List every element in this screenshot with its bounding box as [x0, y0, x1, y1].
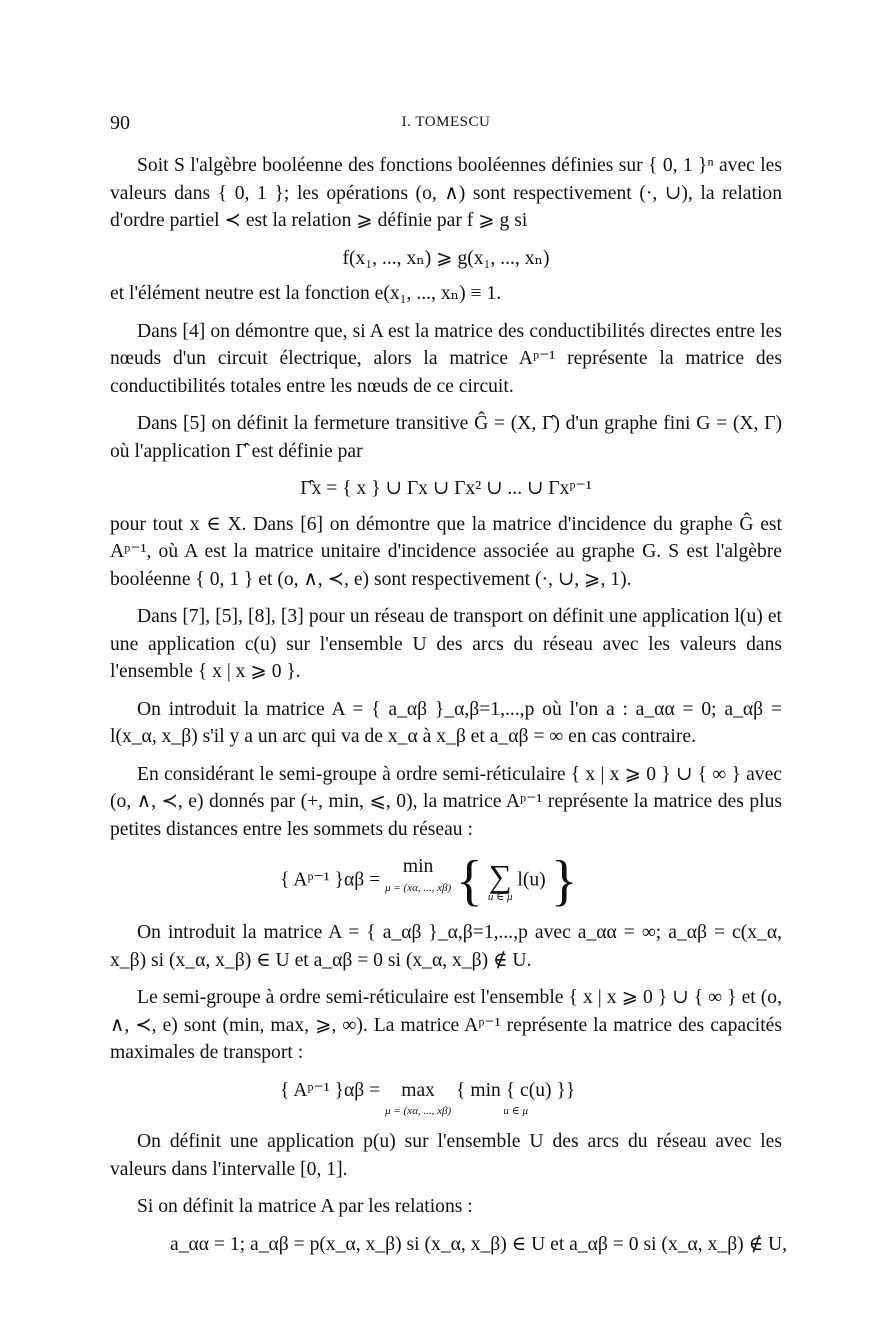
- page-header: [110, 112, 782, 142]
- equation-3-min-label: min: [402, 856, 434, 877]
- equation-4: [110, 1077, 782, 1119]
- paragraph-12: Si on définit la matrice A par les relations :: [137, 1196, 473, 1217]
- equation-5: a_αα = 1; a_αβ = p(x_α, x_β) si (x_α, x_β) ∈ U et a_αβ = 0 si (x_α, x_β) ∉ U,: [170, 1233, 788, 1255]
- page-number: 90: [110, 112, 130, 134]
- paragraph-3: Dans [4] on démontre que, si A est la matrice des conductibilités directes entre les nœuds d'un circuit électrique, alors la matrice Aᵖ⁻¹ représente la matrice des conductibilités totales entre les nœuds de ce circuit.: [110, 320, 782, 397]
- equation-4-max-label: max: [401, 1079, 435, 1101]
- paragraph-10: Le semi-groupe à ordre semi-réticulaire est l'ensemble { x | x ⩾ 0 } ∪ { ∞ } et (o, ∧, ≺, e) sont (min, max, ⩾, ∞). La matrice Aᵖ⁻¹ représente la matrice des capacités maximales de transport :: [110, 987, 782, 1063]
- equation-4-min-label: { min { c(u) }}: [456, 1079, 576, 1101]
- equation-4-min-operator: [456, 1077, 575, 1119]
- paragraph-6: Dans [7], [5], [8], [3] pour un réseau de transport on définit une application l(u) et une application c(u) sur l'ensemble U des arcs du réseau avec les valeurs dans l'ensemble { x | x ⩾ 0 }.: [110, 606, 782, 682]
- equation-4-lhs: { Aᵖ⁻¹ }αβ =: [280, 1079, 381, 1101]
- paragraph-8: En considérant le semi-groupe à ordre semi-réticulaire { x | x ⩾ 0 } ∪ { ∞ } avec (o, ∧, ≺, e) donnés par (+, min, ⩽, 0), la matrice Aᵖ⁻¹ représente la matrice des plus petites distances entre les sommets du réseau :: [110, 763, 782, 840]
- summation-subscript: u ∈ μ: [487, 890, 513, 903]
- paragraph-11: On définit une application p(u) sur l'ensemble U des arcs du réseau avec les valeurs dans l'intervalle [0, 1].: [110, 1131, 782, 1180]
- equation-3: [110, 850, 782, 912]
- equation-3-min-subscript: μ = (xα, ..., xβ): [385, 881, 452, 894]
- equation-4-min-subscript: u ∈ μ: [503, 1105, 528, 1117]
- paragraph-2: et l'élément neutre est la fonction e(x₁, ..., xₙ) ≡ 1.: [110, 283, 502, 304]
- summation-icon: ∑ u ∈ μ: [487, 857, 513, 903]
- running-head: I. TOMESCU: [401, 114, 491, 130]
- paragraph-4: Dans [5] on définit la fermeture transitive Ĝ = (X, Γ̂) d'un graphe fini G = (X, Γ) où l'application Γ̂ est définie par: [110, 413, 782, 462]
- equation-3-lhs: { Aᵖ⁻¹ }αβ =: [280, 869, 381, 891]
- equation-1: f(x₁, ..., xₙ) ⩾ g(x₁, ..., xₙ): [342, 247, 550, 269]
- paragraph-5: pour tout x ∈ X. Dans [6] on démontre que la matrice d'incidence du graphe Ĝ est Aᵖ⁻¹, où A est la matrice unitaire d'incidence associée au graphe G. S est l'algèbre booléenne { 0, 1 } et (o, ∧, ≺, e) sont respectivement (·, ∪, ⩾, 1).: [110, 513, 782, 590]
- article-body: [110, 152, 788, 1258]
- right-brace-icon: }: [550, 850, 578, 912]
- equation-2: Γ̂x = { x } ∪ Γx ∪ Γx² ∪ ... ∪ Γxᵖ⁻¹: [300, 478, 592, 499]
- equation-4-max-operator: [385, 1077, 451, 1119]
- equation-3-min-operator: [385, 853, 451, 895]
- left-brace-icon: {: [456, 850, 483, 912]
- paragraph-9: On introduit la matrice A = { a_αβ }_α,β=1,...,p avec a_αα = ∞; a_αβ = c(x_α, x_β) si (x_α, x_β) ∈ U et a_αβ = 0 si (x_α, x_β) ∉ U.: [110, 922, 782, 971]
- paragraph-1: Soit S l'algèbre booléenne des fonctions booléennes définies sur { 0, 1 }ⁿ avec les valeurs dans { 0, 1 }; les opérations (o, ∧) sont respectivement (·, ∪), la relation d'ordre partiel ≺ est la relation ⩾ définie par f ⩾ g si: [110, 155, 782, 231]
- equation-4-max-subscript: μ = (xα, ..., xβ): [385, 1105, 452, 1117]
- equation-3-term: l(u): [517, 869, 546, 891]
- paragraph-7: On introduit la matrice A = { a_αβ }_α,β=1,...,p où l'on a : a_αα = 0; a_αβ = l(x_α, x_β) s'il y a un arc qui va de x_α à x_β et a_αβ = ∞ en cas contraire.: [110, 698, 782, 747]
